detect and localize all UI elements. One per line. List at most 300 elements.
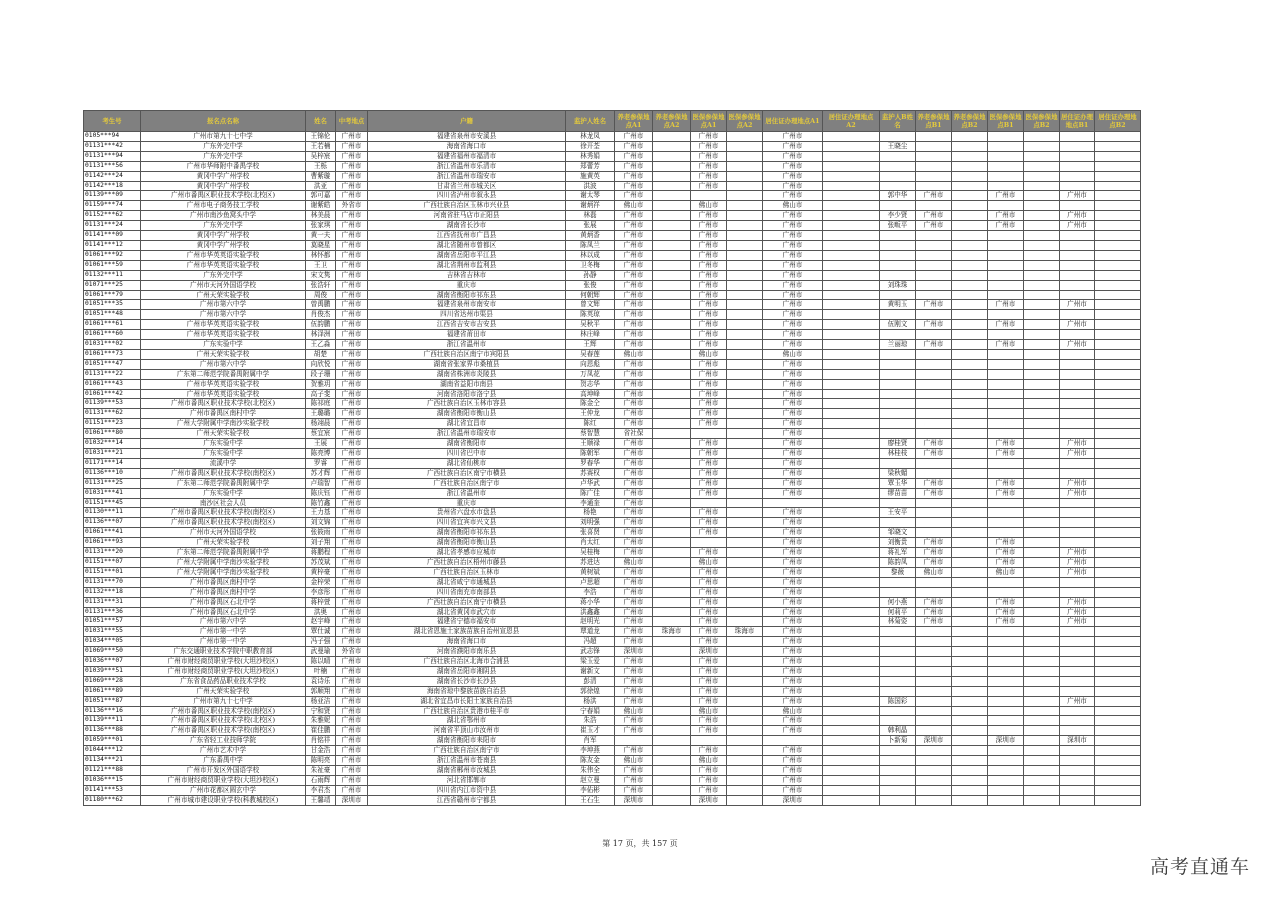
table-cell (880, 706, 916, 716)
table-cell: 佛山市 (916, 567, 952, 577)
table-cell: 广州市番禺区职业技术学校(南校区) (141, 726, 306, 736)
table-cell (1024, 775, 1060, 785)
table-cell: 广州市 (615, 518, 653, 528)
table-cell: 广州市 (763, 567, 823, 577)
table-cell: 广州市 (763, 340, 823, 350)
table-cell: 广州市 (691, 399, 727, 409)
table-cell (823, 766, 880, 776)
table-row (84, 468, 1141, 478)
table-cell: 郭徐煌 (566, 686, 615, 696)
table-cell: 崔玉才 (566, 726, 615, 736)
table-cell (952, 706, 988, 716)
table-cell (1024, 310, 1060, 320)
table-cell: 朱浩 (566, 716, 615, 726)
table-cell (653, 330, 691, 340)
table-cell (916, 716, 952, 726)
table-cell (823, 419, 880, 429)
table-cell: 广州市 (691, 132, 727, 142)
table-cell: 广州市 (615, 488, 653, 498)
table-cell: 伍韵鹏 (306, 320, 336, 330)
table-cell (823, 637, 880, 647)
table-cell: 广州市 (763, 211, 823, 221)
table-cell: 曾文辉 (566, 300, 615, 310)
table-cell: 深圳市 (615, 647, 653, 657)
table-cell: 广州市 (615, 567, 653, 577)
table-cell (727, 300, 763, 310)
table-cell (1060, 528, 1095, 538)
column-header: 户籍 (368, 111, 566, 132)
table-cell (880, 518, 916, 528)
table-cell (916, 151, 952, 161)
table-cell: 广州市 (336, 290, 368, 300)
table-cell (880, 409, 916, 419)
table-cell: 广州市 (615, 359, 653, 369)
table-cell: 广州市 (691, 270, 727, 280)
table-cell (727, 637, 763, 647)
table-cell: 王若楠 (306, 141, 336, 151)
table-cell: 01069***28 (84, 676, 141, 686)
table-cell (988, 706, 1024, 716)
table-cell: 01051***35 (84, 300, 141, 310)
table-cell: 湖北省荆州市监利县 (368, 260, 566, 270)
table-cell: 01051***48 (84, 310, 141, 320)
table-cell (880, 766, 916, 776)
table-cell (916, 389, 952, 399)
column-header: 居住证办理地点B2 (1095, 111, 1141, 132)
table-cell (952, 449, 988, 459)
table-cell (916, 528, 952, 538)
table-cell (916, 508, 952, 518)
table-cell: 广东番禺中学 (141, 756, 306, 766)
table-cell: 广州市 (988, 211, 1024, 221)
table-cell (653, 399, 691, 409)
table-cell: 广州市 (615, 726, 653, 736)
table-cell (952, 587, 988, 597)
table-cell (988, 637, 1024, 647)
table-cell (880, 627, 916, 637)
table-cell: 佛山市 (691, 557, 727, 567)
table-cell: 湖南省衡阳市祁东县 (368, 290, 566, 300)
table-cell (988, 151, 1024, 161)
table-cell (1024, 557, 1060, 567)
table-cell: 杨翊晨 (306, 419, 336, 429)
table-cell (727, 250, 763, 260)
table-body (84, 132, 1141, 806)
table-row (84, 290, 1141, 300)
table-cell: 林菊姿 (880, 617, 916, 627)
table-cell: 林秀娟 (566, 151, 615, 161)
table-cell: 广州市 (916, 340, 952, 350)
table-cell (916, 240, 952, 250)
table-cell: 01131***62 (84, 409, 141, 419)
table-cell (1095, 458, 1141, 468)
table-cell (1060, 775, 1095, 785)
table-cell: 黄冈中学广州学校 (141, 231, 306, 241)
table-cell (988, 349, 1024, 359)
table-row (84, 528, 1141, 538)
table-cell (823, 409, 880, 419)
table-cell: 广州市 (615, 439, 653, 449)
table-cell: 广州市 (615, 240, 653, 250)
table-cell (653, 617, 691, 627)
table-cell (1024, 508, 1060, 518)
table-cell (1024, 320, 1060, 330)
table-cell: 四川省泸州市叙永县 (368, 191, 566, 201)
table-cell (653, 686, 691, 696)
table-cell: 广州市 (763, 221, 823, 231)
table-cell: 广州市 (691, 409, 727, 419)
table-cell: 浙江省温州市苍南县 (368, 756, 566, 766)
table-cell: 01141***09 (84, 231, 141, 241)
table-row (84, 518, 1141, 528)
table-cell: 广州市 (615, 597, 653, 607)
table-row (84, 666, 1141, 676)
table-cell: 黄一夫 (306, 231, 336, 241)
table-cell (727, 785, 763, 795)
table-cell (653, 231, 691, 241)
table-cell (653, 369, 691, 379)
table-cell (988, 429, 1024, 439)
table-cell: 广州市 (615, 340, 653, 350)
table-cell: 广州市 (691, 548, 727, 558)
table-cell: 广州市 (988, 548, 1024, 558)
table-cell (952, 240, 988, 250)
table-cell (916, 201, 952, 211)
table-cell (1060, 666, 1095, 676)
table-cell (1060, 657, 1095, 667)
table-cell: 张家琪 (306, 221, 336, 231)
table-cell: 卢瑞智 (306, 478, 336, 488)
table-cell: 广州市 (763, 270, 823, 280)
table-cell: 广州市 (615, 191, 653, 201)
table-cell (952, 785, 988, 795)
table-cell: 广州市第六中学 (141, 359, 306, 369)
table-cell (1060, 359, 1095, 369)
table-cell (1095, 369, 1141, 379)
table-cell: 广州市 (916, 439, 952, 449)
table-cell (1095, 587, 1141, 597)
table-cell: 广东外完中学 (141, 270, 306, 280)
table-cell: 0105***94 (84, 132, 141, 142)
table-cell: 吉林省吉林市 (368, 270, 566, 280)
table-cell: 广西壮族自治区贵港市桂平市 (368, 706, 566, 716)
table-cell: 肖铭祥 (306, 736, 336, 746)
table-cell: 广州市华师附中番禺学校 (141, 161, 306, 171)
table-cell (727, 201, 763, 211)
table-cell: 四川省内江市资中县 (368, 785, 566, 795)
table-cell: 廖桂贤 (880, 439, 916, 449)
table-cell (1024, 340, 1060, 350)
table-cell: 广州市番禺区职业技术学校(北校区) (141, 716, 306, 726)
table-cell (823, 756, 880, 766)
table-cell: 广东实验中学 (141, 488, 306, 498)
table-cell (1095, 260, 1141, 270)
table-cell: 梁玉爱 (566, 657, 615, 667)
table-cell (653, 676, 691, 686)
table-cell (823, 429, 880, 439)
table-cell: 覃玉华 (880, 478, 916, 488)
table-cell (1095, 310, 1141, 320)
table-cell (916, 498, 952, 508)
table-cell (727, 359, 763, 369)
table-row (84, 260, 1141, 270)
table-cell: 广州市 (336, 240, 368, 250)
table-cell: 重庆市 (368, 498, 566, 508)
table-cell: 广州市 (615, 419, 653, 429)
table-cell: 黄梓豪 (306, 567, 336, 577)
table-cell (653, 498, 691, 508)
table-cell (880, 379, 916, 389)
table-cell (880, 399, 916, 409)
table-cell (1095, 330, 1141, 340)
table-cell: 广州市 (336, 766, 368, 776)
table-cell (952, 716, 988, 726)
table-cell: 张筱雨 (306, 528, 336, 538)
table-cell: 湖南省衡阳市耒阳市 (368, 736, 566, 746)
table-cell (916, 132, 952, 142)
table-cell (952, 250, 988, 260)
table-cell: 广州市 (691, 211, 727, 221)
table-cell (1060, 132, 1095, 142)
table-cell (1095, 419, 1141, 429)
table-row (84, 300, 1141, 310)
table-cell: 贺雅玥 (306, 379, 336, 389)
table-cell: 广州市 (1060, 439, 1095, 449)
table-cell: 广州市 (615, 637, 653, 647)
table-cell: 李通奎 (566, 498, 615, 508)
table-cell: 广州市第九十七中学 (141, 132, 306, 142)
table-cell: 广东第二师范学院番禺附属中学 (141, 369, 306, 379)
table-cell (1060, 161, 1095, 171)
table-cell (952, 607, 988, 617)
table-cell: 广州市 (615, 280, 653, 290)
table-cell (952, 260, 988, 270)
table-cell: 广东交通职业技术学院中职教育部 (141, 647, 306, 657)
table-cell (1024, 478, 1060, 488)
table-cell: 广州市 (763, 359, 823, 369)
table-cell (727, 260, 763, 270)
table-cell: 河南省濮阳市南乐县 (368, 647, 566, 657)
table-cell (1060, 468, 1095, 478)
table-cell (1024, 181, 1060, 191)
table-cell: 广州市 (763, 132, 823, 142)
table-cell (952, 538, 988, 548)
table-cell (1024, 538, 1060, 548)
table-cell (1095, 597, 1141, 607)
table-cell: 广州市 (615, 389, 653, 399)
table-cell: 卜新菊 (880, 736, 916, 746)
table-cell (988, 260, 1024, 270)
table-cell: 赵宇峰 (306, 617, 336, 627)
table-cell: 广州市 (691, 528, 727, 538)
table-cell (952, 171, 988, 181)
table-cell: 江西省吉安市吉安县 (368, 320, 566, 330)
table-cell: 黄冈中学广州学校 (141, 171, 306, 181)
table-cell: 武曼瑜 (306, 647, 336, 657)
table-cell (1095, 201, 1141, 211)
table-cell (1095, 508, 1141, 518)
table-cell (823, 141, 880, 151)
table-cell (727, 647, 763, 657)
table-cell (952, 617, 988, 627)
table-cell (653, 607, 691, 617)
table-cell (1024, 280, 1060, 290)
table-cell: 01061***93 (84, 538, 141, 548)
table-cell: 卢华武 (566, 478, 615, 488)
table-cell (727, 369, 763, 379)
table-cell (916, 458, 952, 468)
table-cell: 崔佳鹏 (306, 726, 336, 736)
table-cell (653, 548, 691, 558)
table-row (84, 449, 1141, 459)
table-cell: 广州市 (1060, 567, 1095, 577)
table-cell: 卫冬梅 (566, 260, 615, 270)
table-cell: 广州市 (691, 716, 727, 726)
table-cell: 佛山市 (988, 567, 1024, 577)
table-cell: 胡楚 (306, 349, 336, 359)
table-cell: 广州市 (763, 488, 823, 498)
table-cell (653, 766, 691, 776)
table-cell: 广州市 (988, 597, 1024, 607)
table-cell (823, 389, 880, 399)
table-cell: 广州市 (763, 369, 823, 379)
table-cell: 广州市 (615, 132, 653, 142)
table-cell (988, 587, 1024, 597)
table-cell (952, 746, 988, 756)
table-cell (1024, 676, 1060, 686)
table-cell (1095, 399, 1141, 409)
table-cell (952, 379, 988, 389)
table-cell: 广州市 (336, 369, 368, 379)
table-cell (1095, 349, 1141, 359)
table-cell (823, 320, 880, 330)
table-cell (823, 785, 880, 795)
table-cell (823, 181, 880, 191)
table-cell: 外省市 (336, 201, 368, 211)
table-cell: 广州市 (615, 617, 653, 627)
table-cell: 广州市 (691, 359, 727, 369)
table-cell: 广州市 (336, 141, 368, 151)
table-cell (1024, 528, 1060, 538)
table-cell (1024, 399, 1060, 409)
table-cell: 蔡智慧 (566, 429, 615, 439)
table-cell: 广州市 (691, 617, 727, 627)
table-cell (1060, 310, 1095, 320)
table-cell: 广州市 (763, 458, 823, 468)
table-cell (988, 379, 1024, 389)
table-cell: 01151***23 (84, 419, 141, 429)
table-cell (880, 349, 916, 359)
table-cell (1095, 389, 1141, 399)
table-cell: 李坤燕 (566, 746, 615, 756)
table-cell (880, 795, 916, 805)
table-cell (1060, 538, 1095, 548)
table-cell (880, 270, 916, 280)
table-cell: 广州市 (336, 597, 368, 607)
table-cell: 广州市 (763, 756, 823, 766)
table-cell: 广州市 (336, 280, 368, 290)
table-row (84, 330, 1141, 340)
table-cell (653, 468, 691, 478)
table-row (84, 478, 1141, 488)
table-cell: 浙江省温州市 (368, 488, 566, 498)
table-cell: 郭顺翔 (306, 686, 336, 696)
table-cell (1095, 439, 1141, 449)
table-cell (1060, 706, 1095, 716)
table-cell (988, 756, 1024, 766)
table-cell: 01061***79 (84, 290, 141, 300)
table-cell (988, 171, 1024, 181)
table-row (84, 686, 1141, 696)
column-header: 监护人姓名 (566, 111, 615, 132)
table-cell (1095, 498, 1141, 508)
table-cell (823, 201, 880, 211)
column-header: 监护人B姓名 (880, 111, 916, 132)
table-cell (823, 498, 880, 508)
table-cell (823, 488, 880, 498)
table-row (84, 151, 1141, 161)
table-cell (1060, 518, 1095, 528)
table-cell: 陈国彩 (880, 696, 916, 706)
table-cell (653, 785, 691, 795)
table-cell: 广州市 (336, 587, 368, 597)
table-cell: 广州市 (916, 538, 952, 548)
table-cell: 广州市 (336, 250, 368, 260)
table-cell (653, 716, 691, 726)
table-row (84, 221, 1141, 231)
table-cell: 广州市 (916, 617, 952, 627)
table-cell (988, 528, 1024, 538)
table-cell: 王乙淼 (306, 340, 336, 350)
table-row (84, 340, 1141, 350)
table-cell: 广州市 (691, 330, 727, 340)
table-cell (880, 231, 916, 241)
table-cell (653, 181, 691, 191)
table-cell: 广州市 (336, 300, 368, 310)
table-cell (653, 657, 691, 667)
table-cell (1095, 627, 1141, 637)
table-cell: 广州市开发区外国语学校 (141, 766, 306, 776)
table-cell (727, 528, 763, 538)
table-cell: 广州市 (763, 409, 823, 419)
table-cell (727, 429, 763, 439)
table-cell: 广州市 (615, 409, 653, 419)
table-cell: 广州市 (1060, 607, 1095, 617)
table-cell (988, 647, 1024, 657)
table-cell: 海南省琼中黎族苗族自治县 (368, 686, 566, 696)
table-cell (1095, 340, 1141, 350)
table-row (84, 132, 1141, 142)
table-cell: 广州市 (763, 676, 823, 686)
table-cell (727, 389, 763, 399)
table-cell: 广州市 (691, 468, 727, 478)
table-cell (691, 538, 727, 548)
table-cell: 01151***07 (84, 557, 141, 567)
table-cell: 广州市 (691, 240, 727, 250)
table-cell: 广州市 (1060, 696, 1095, 706)
table-row (84, 389, 1141, 399)
table-cell: 蒋礼军 (880, 548, 916, 558)
table-cell (916, 181, 952, 191)
column-header: 医保参保地点B1 (988, 111, 1024, 132)
table-cell: 宁和贤 (306, 706, 336, 716)
table-cell (1060, 726, 1095, 736)
table-cell (1024, 151, 1060, 161)
table-cell (727, 468, 763, 478)
table-row (84, 538, 1141, 548)
table-cell (880, 310, 916, 320)
table-cell: 陈广佳 (566, 488, 615, 498)
